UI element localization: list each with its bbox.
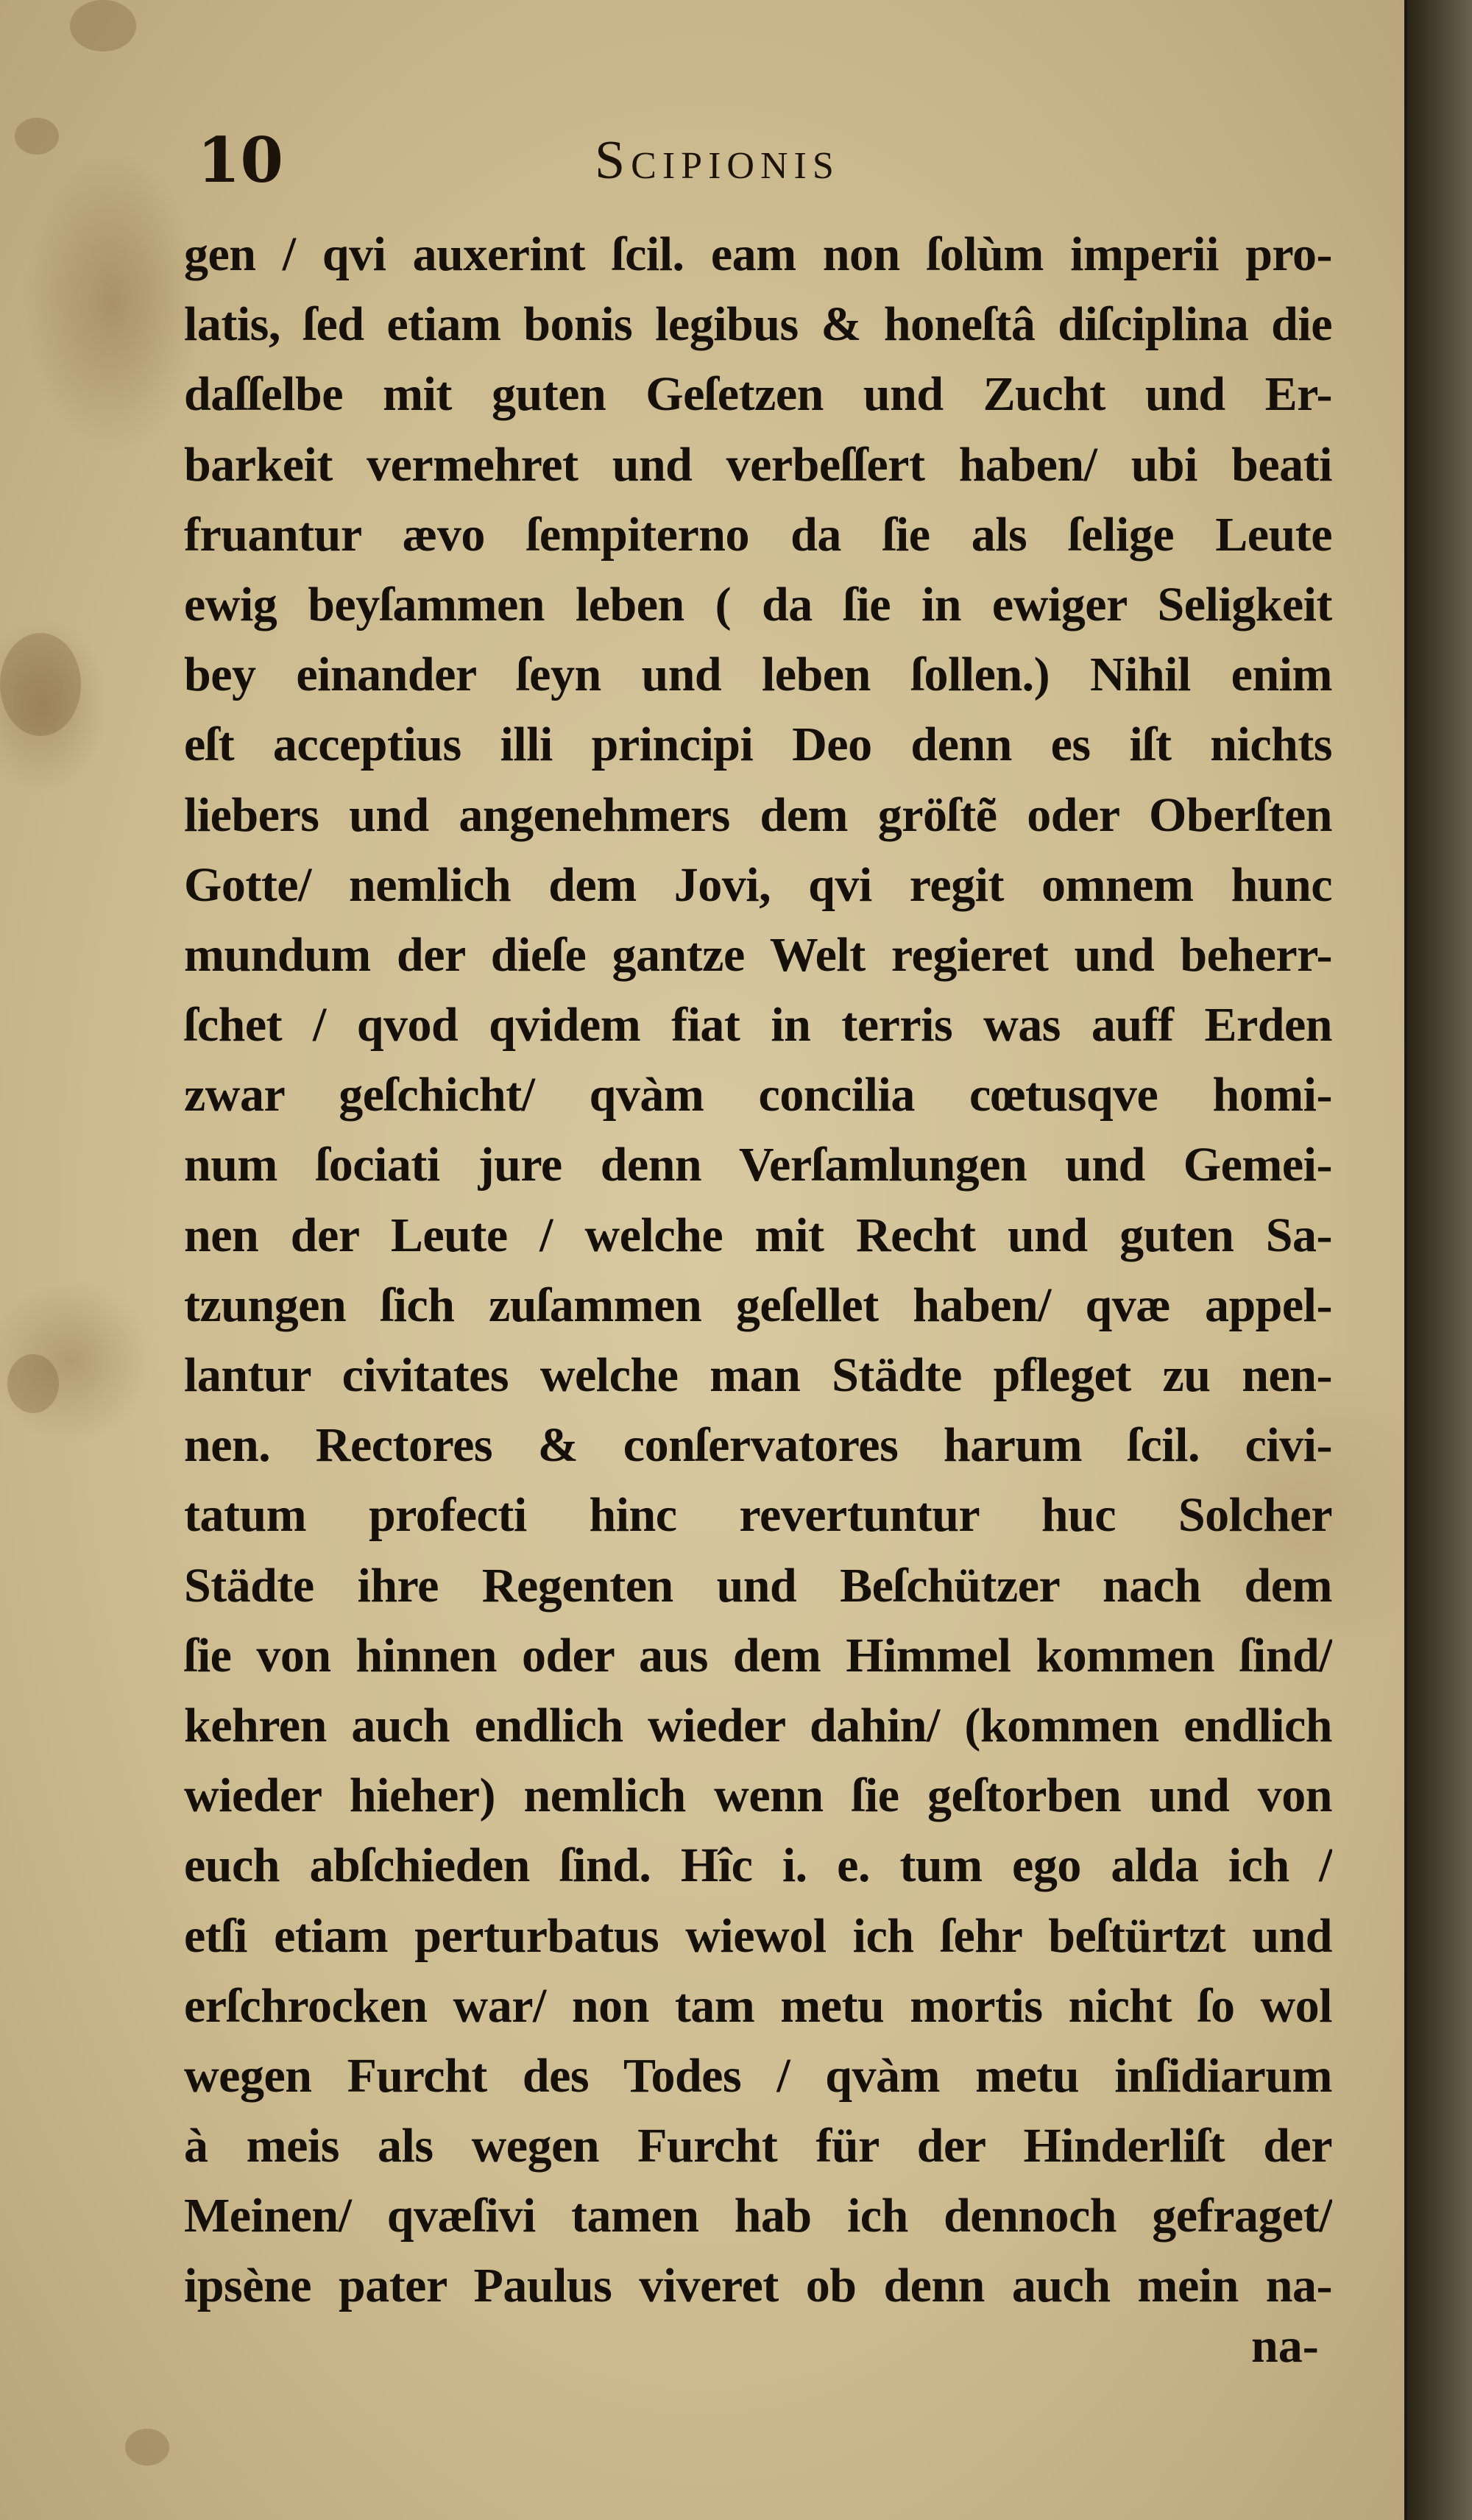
text-line: wegen Furcht des Todes / qvàm metu inſidiarum [184, 2048, 1332, 2103]
text-line: barkeit vermehret und verbeſſert haben/ ubi beati [184, 437, 1332, 492]
foxing-stain [7, 1354, 59, 1413]
body-text [184, 219, 1332, 2321]
book-spine [1407, 0, 1472, 2520]
text-line: num ſociati jure denn Verſamlungen und Gemei- [184, 1138, 1332, 1192]
foxing-stain [125, 2429, 169, 2466]
text-line: nen. Rectores & conſervatores harum ſcil. civi- [184, 1418, 1332, 1473]
text-line: wieder hieher) nemlich wenn ſie geſtorben und von [184, 1769, 1332, 1823]
text-line: Städte ihre Regenten und Beſchützer nach dem [184, 1558, 1332, 1613]
text-line: eſt acceptius illi principi Deo denn es iſt nichts [184, 718, 1332, 772]
foxing-stain [70, 0, 136, 52]
foxing-stain [0, 633, 81, 736]
text-line: à meis als wegen Furcht für der Hinderliſt der [184, 2119, 1332, 2173]
text-line: nen der Leute / welche mit Recht und guten Sa- [184, 1208, 1332, 1262]
running-head: Scipionis [595, 130, 840, 191]
text-line: lantur civitates welche man Städte pfleget zu nen- [184, 1348, 1332, 1402]
page-header [197, 124, 1345, 205]
text-line: daſſelbe mit guten Geſetzen und Zucht und Er- [184, 367, 1332, 422]
text-line: euch abſchieden ſind. Hîc i. e. tum ego alda ich / [184, 1838, 1332, 1893]
foxing-stain [15, 118, 59, 155]
text-line: etſi etiam perturbatus wiewol ich ſehr beſtürtzt und [184, 1908, 1332, 1963]
page-number: 10 [197, 124, 283, 197]
text-line: zwar geſchicht/ qvàm concilia cœtusqve homi- [184, 1068, 1332, 1122]
text-line: bey einander ſeyn und leben ſollen.) Nihil enim [184, 648, 1332, 702]
text-line: tatum profecti hinc revertuntur huc Solcher [184, 1488, 1332, 1543]
text-line: gen / qvi auxerint ſcil. eam non ſolùm imperii pro- [184, 227, 1332, 281]
text-line: erſchrocken war/ non tam metu mortis nicht ſo wol [184, 1978, 1332, 2033]
text-line: liebers und angenehmers dem gröſtẽ oder Oberſten [184, 788, 1332, 842]
text-line: latis, ſed etiam bonis legibus & honeſtâ diſciplina die [184, 297, 1332, 352]
catchword: na- [1251, 2319, 1319, 2373]
text-line: ipsène pater Paulus viveret ob denn auch mein na- [184, 2259, 1332, 2313]
text-line: fruantur ævo ſempiterno da ſie als ſelige Leute [184, 507, 1332, 562]
text-line: ewig beyſammen leben ( da ſie in ewiger Seligkeit [184, 577, 1332, 631]
text-line: ſchet / qvod qvidem fiat in terris was auff Erden [184, 998, 1332, 1052]
text-line: mundum der dieſe gantze Welt regieret und beherr- [184, 927, 1332, 982]
text-line: Meinen/ qvæſivi tamen hab ich dennoch gefraget/ [184, 2189, 1332, 2243]
text-line: ſie von hinnen oder aus dem Himmel kommen ſind/ [184, 1628, 1332, 1682]
text-line: tzungen ſich zuſammen geſellet haben/ qvæ appel- [184, 1278, 1332, 1332]
text-line: Gotte/ nemlich dem Jovi, qvi regit omnem hunc [184, 857, 1332, 912]
text-line: kehren auch endlich wieder dahin/ (kommen endlich [184, 1698, 1332, 1752]
